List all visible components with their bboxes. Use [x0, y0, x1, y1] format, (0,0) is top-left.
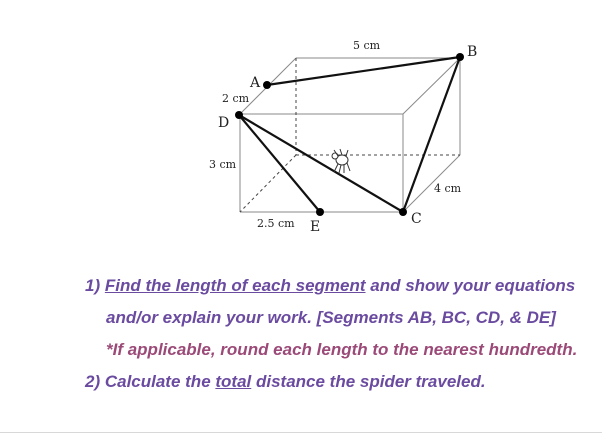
segment-cd — [239, 115, 403, 212]
question-1-number: 1) — [85, 276, 105, 295]
dimension-side-height: 3 cm — [209, 158, 237, 171]
question-2 — [0, 366, 602, 398]
instructions — [0, 270, 602, 398]
rounding-note: *If applicable, round each length to the nearest hundredth. — [106, 340, 578, 359]
segment-de — [239, 115, 320, 212]
bottom-divider — [0, 432, 602, 433]
spider-icon — [332, 149, 350, 173]
dimension-upper-height: 2 cm — [222, 92, 250, 105]
point-a — [263, 81, 271, 89]
label-a: A — [250, 75, 261, 91]
point-e — [316, 208, 324, 216]
dimension-depth: 4 cm — [434, 182, 462, 195]
question-2-start: 2) Calculate the — [85, 372, 216, 391]
question-1-line-1 — [0, 270, 602, 302]
edge-top-right — [403, 58, 460, 114]
question-1-rest: and show your equations — [365, 276, 576, 295]
question-1-underlined: Find the length of each segment — [104, 276, 366, 295]
label-e: E — [310, 219, 321, 235]
dimension-top-length: 5 cm — [353, 39, 381, 52]
question-2-rest: distance the spider traveled. — [251, 372, 486, 391]
label-c: C — [411, 211, 422, 227]
question-1-line-2: and/or explain your work. [Segments AB, BC, CD, & DE] — [106, 308, 556, 327]
label-b: B — [467, 44, 478, 60]
label-d: D — [218, 115, 230, 131]
question-2-underlined: total — [215, 372, 252, 391]
hidden-edge-left-bottom — [240, 155, 296, 212]
point-c — [399, 208, 407, 216]
point-b — [456, 53, 464, 61]
dimension-bottom-partial: 2.5 cm — [257, 217, 295, 230]
point-d — [235, 111, 243, 119]
